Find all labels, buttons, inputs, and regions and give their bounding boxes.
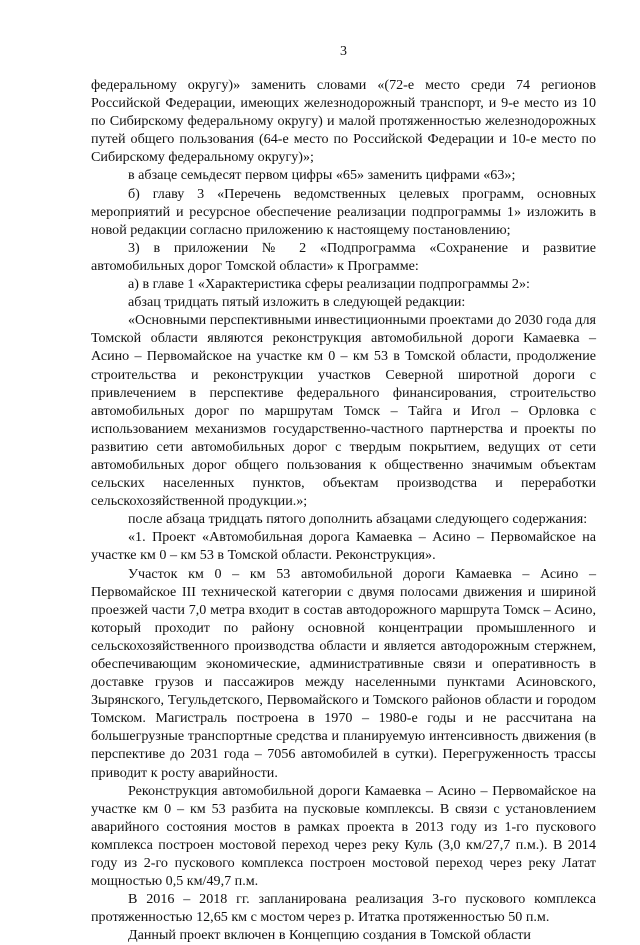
page-number: 3 — [340, 44, 347, 59]
paragraph: «Основными перспективными инвестиционными проектами до 2030 года для Томской области являются реконструкция автомобильной дороги Камаевка – Асино – Первомайское на участке км 0 – км 53 в Томской области, продолжение строительства и реконструкции участков Северной широтной дороги с привлечением в перспективе федерального финансирования, строительство автомобильных дорог по маршрутам Томск – Тайга и Игол – Орловка с использованием механизмов государственно-частного партнерства и проекты по развитию сети автомобильных дорог с твердым покрытием, ведущих от сети автомобильных дорог общего пользования к общественно значимым объектам сельских населенных пунктов, объектам производства и переработки сельскохозяйственной продукции.»; — [91, 312, 596, 510]
paragraph: Данный проект включен в Концепцию создания в Томской области — [128, 927, 531, 944]
paragraph: а) в главе 1 «Характеристика сферы реализации подпрограммы 2»: — [128, 276, 530, 293]
paragraph: в абзаце семьдесят первом цифры «65» заменить цифрами «63»; — [128, 167, 516, 184]
paragraph: В 2016 – 2018 гг. запланирована реализация 3-го пускового комплекса протяженностью 12,65 км с мостом через р. Итатка протяженностью 50 п.м. — [91, 891, 596, 926]
paragraph: после абзаца тридцать пятого дополнить абзацами следующего содержания: — [128, 511, 588, 528]
paragraph: Участок км 0 – км 53 автомобильной дороги Камаевка – Асино – Первомайское III технической категории с двумя полосами движения и шириной проезжей части 7,0 метра входит в состав автодорожного маршрута Томск – Асино, который проходит по району основной концентрации промышленного и сельскохозяйственного производства области и является автодорожным стержнем, обеспечивающим экономические, административные связи и оперативность в доставке грузов и пассажиров между населенными пунктами Асиновского, Зырянского, Тегульдетского, Первомайского и Томского районов области и городом Томском. Магистраль построена в 1970 – 1980-е годы и не рассчитана на большегрузные транспортные средства и планируемую интенсивность движения (в перспективе до 2031 года – 7056 автомобилей в сутки). Перегруженность трассы приводит к росту аварийности. — [91, 565, 596, 781]
paragraph: «1. Проект «Автомобильная дорога Камаевка – Асино – Первомайское на участке км 0 – км 53 в Томской области. Реконструкция». — [91, 529, 596, 564]
paragraph: Реконструкция автомобильной дороги Камаевка – Асино – Первомайское на участке км 0 – км 53 разбита на пусковые комплексы. В связи с установлением аварийного состояния мостов в рамках проекта в 2013 году из 1-го пускового комплекса построен мостовой переход через реку Куль (3,0 км/27,7 п.м.). В 2014 году из 2-го пускового комплекса построен мостовой переход через реку Латат мощностью 0,5 км/49,7 п.м. — [91, 782, 596, 890]
paragraph: абзац тридцать пятый изложить в следующей редакции: — [128, 294, 466, 311]
paragraph: б) главу 3 «Перечень ведомственных целевых программ, основных мероприятий и ресурсное обеспечение реализации подпрограммы 1» изложить в новой редакции согласно приложению к настоящему постановлению; — [91, 185, 596, 238]
paragraph: федеральному округу)» заменить словами «(72-е место среди 74 регионов Российской Федерации, имеющих железнодорожный транспорт, и 9-е место из 10 по Сибирскому федеральному округу) и малой протяженностью железнодорожных путей общего пользования (64-е место по Российской Федерации и 10-е место по Сибирскому федеральному округу)»; — [91, 77, 596, 166]
paragraph: 3) в приложении № 2 «Подпрограмма «Сохранение и развитие автомобильных дорог Томской области» к Программе: — [91, 239, 596, 274]
document-body — [91, 76, 596, 945]
